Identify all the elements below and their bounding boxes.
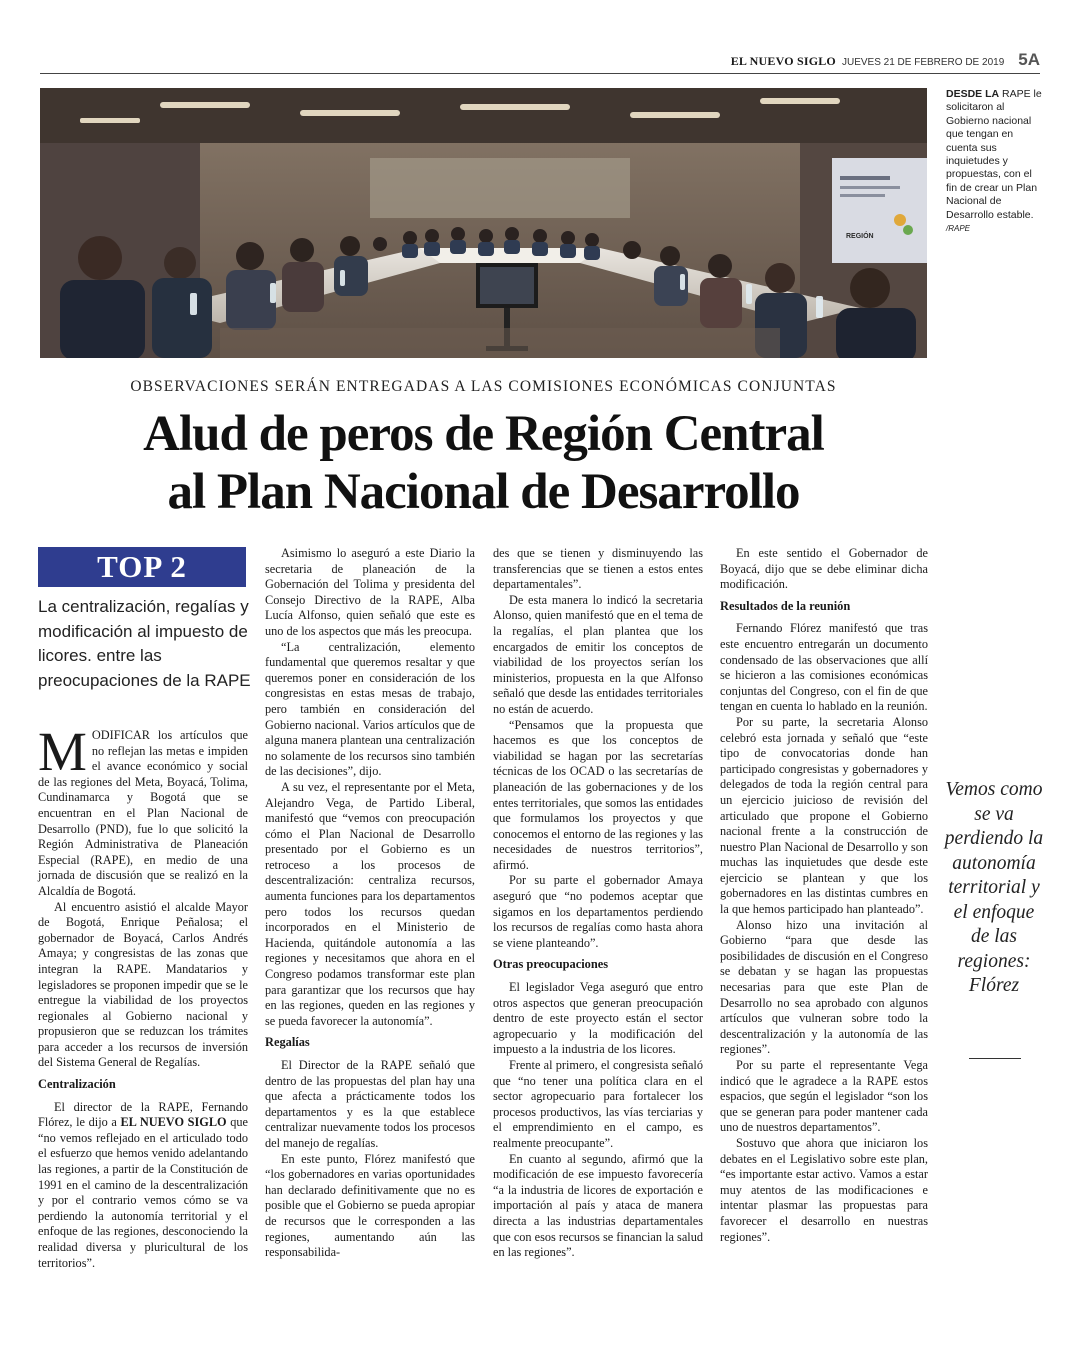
article-column-2 bbox=[265, 546, 475, 1261]
article-kicker: OBSERVACIONES SERÁN ENTREGADAS A LAS COMISIONES ECONÓMICAS CONJUNTAS bbox=[130, 378, 837, 395]
section-heading: Regalías bbox=[265, 1035, 310, 1050]
article-column-1 bbox=[38, 721, 248, 1271]
section-heading: Otras preocupaciones bbox=[493, 957, 609, 972]
newspaper-name-inline: EL NUEVO SIGLO bbox=[120, 1115, 227, 1130]
paragraph bbox=[38, 721, 248, 900]
paragraph: Por su parte el representante Vega indicó que le agradece a la RAPE estos espacios, que según el legislador “son los que se generan para poder mantener cada uno de nuestros departamentos”. bbox=[720, 1058, 928, 1135]
header-info bbox=[731, 50, 1040, 70]
paragraph: des que se tienen y disminuyendo las transferencias que se tienen a estos entes departamentales”. bbox=[493, 546, 703, 592]
top-badge: TOP 2 bbox=[38, 547, 246, 587]
photo-caption bbox=[946, 88, 1042, 235]
article-column-3 bbox=[493, 546, 703, 1261]
page-number: 5A bbox=[1018, 50, 1040, 69]
publication-date: JUEVES 21 DE FEBRERO DE 2019 bbox=[841, 57, 1005, 68]
pull-quote: Vemos como se va perdiendo la autonomía territorial y el enfoque de las regiones: Flórez bbox=[944, 779, 1044, 996]
paragraph: “Pensamos que la propuesta que hacemos es que los conceptos de viabilidad se hagan por las secretarías técnicas de los OCAD o las secretarías de planeación de las gobernaciones y de los entes territoriales, que somos las entidades que formulamos los proyectos y que conocemos el entorno de las regiones y las necesidades de nuestros territorios”, afirmó. bbox=[493, 717, 704, 872]
paragraph-text: ODIFICAR los artículos que no reflejan las metas e impiden el avance económico y social de las regiones del Meta, Boyacá, Tolima, Cundinamarca y Bogotá que se encuentran en el Plan Nacional de Desarrollo (PND), fue lo que solicitó la Región Administrativa de Planeación Especial (RAPE), en medio de una jornada de discusión que se realizó en la Alcaldía de Bogotá. bbox=[38, 728, 248, 898]
drop-cap: M bbox=[38, 721, 87, 782]
paragraph: Por su parte el gobernador Amaya aseguró que “no podemos aceptar que sigamos en los departamentos perdiendo los recursos de regalías como hasta ahora se viene planteando”. bbox=[493, 873, 703, 950]
paragraph: Frente al primero, el congresista señaló que “no tener una política clara en el sector agropecuario para fortalecer los procesos productivos, las vías terciarias y el emprendimiento en el campo, es realmente preocupante”. bbox=[493, 1058, 703, 1150]
article-headline bbox=[40, 405, 927, 521]
paragraph: Fernando Flórez manifestó que tras este encuentro entregarán un documento condensado de las observaciones que allí se hicieron a las comisiones económicas conjuntas del Congreso, con el fin de que tengan en cuenta lo hablado en la reunión. bbox=[720, 621, 928, 714]
svg-text:REGIÓN: REGIÓN bbox=[846, 233, 874, 240]
paragraph: Alonso hizo una invitación al Gobierno “para que desde las posibilidades de discusión en el Congreso se debatan y se hagan las propuestas necesarias para que este Plan de Desarrollo no sea aprobado con algunos artículos que vulneran sobre todo la descentralización y la autonomía de las regiones”. bbox=[720, 917, 928, 1057]
paragraph: Al encuentro asistió el alcalde Mayor de Bogotá, Enrique Peñalosa; el gobernador de Boyacá, Carlos Andrés Amaya; y congresistas de las zonas que integran la RAPE. Mandatarios y legisladores se proponen impedir que se le entregue la viabilidad de los proyectos regionales al Gobierno nacional y propusieron que se reduzcan los trámites para acceder a los recursos de inversión del Sistema General de Regalías. bbox=[38, 899, 248, 1070]
paragraph: Por su parte, la secretaria Alonso celebró esta jornada y señaló que “este tipo de convocatorias donde han participado congresistas y gobernadores y delegados de toda la región central para un ejercicio juicioso de revisión del articulado que propone el Gobierno nacional frente a la construcción de nuestro Plan Nacional de Desarrollo y son muchas las inquietudes que desde este ejercicio se plantean y que los gobernadores en las distintas cumbres en la que hemos participado han planteado”. bbox=[720, 714, 928, 917]
newspaper-name: EL NUEVO SIGLO bbox=[730, 54, 836, 68]
paragraph: En este punto, Flórez manifestó que “los gobernadores en varias oportunidades han declarado definitivamente que no es posible que el Gobierno se pueda apropiar de recursos que le corresponden a las regiones, aumentando aún las responsabilida- bbox=[265, 1151, 475, 1260]
section-heading: Centralización bbox=[38, 1077, 116, 1092]
paragraph: Asimismo lo aseguró a este Diario la secretaria de planeación de la Gobernación del Tolima y presidenta del Consejo Directivo de la RAPE, Alba Lucía Alfonso, quien señaló que este es uno de los aspectos que más les preocupa. bbox=[265, 546, 475, 638]
paragraph: En este sentido el Gobernador de Boyacá, dijo que se debe eliminar dicha modificación. bbox=[720, 546, 928, 592]
paragraph: El Director de la RAPE señaló que dentro de las propuestas del plan hay una que afecta a prácticamente todos los departamentos y es la que establece centralizar nuevamente todos los procesos del manejo de regalías. bbox=[265, 1058, 475, 1150]
paragraph bbox=[38, 1100, 248, 1272]
paragraph: “La centralización, elemento fundamental que queremos resaltar y que queremos poner en consideración de los congresistas en estas mesas de trabajo, pero también en consideración del Gobierno nacional. Varios artículos que de alguna manera plantean una centralización no solamente de los recursos sino también de las decisiones”, dijo. bbox=[265, 639, 475, 779]
paragraph: Sostuvo que ahora que iniciaron los debates en el Legislativo sobre este plan, “es importante estar activo. Vamos a estar muy atentos de las modificaciones e intentar plasmar las propuestas para favorecer el desarrollo en nuestras regiones”. bbox=[720, 1135, 928, 1244]
paragraph: De esta manera lo indicó la secretaria Alonso, quien manifestó que en el tema de la regalías, el plan plantea que los encargados de emitir los conceptos de viabilidad de los proyectos serían los ministerios, propuesta en la que Alfonso señaló que desde las entidades territoriales no están de acuerdo. bbox=[493, 592, 703, 716]
pull-quote-rule bbox=[969, 1058, 1021, 1059]
caption-text: RAPE le solicitaron al Gobierno nacional que tengan en cuenta sus inquietudes y propuestas, con el fin de crear un Plan Nacional de Desarrollo estable. bbox=[946, 88, 1042, 221]
meeting-photo-illustration bbox=[40, 88, 927, 358]
paragraph: El legislador Vega aseguró que entro otros aspectos que generan preocupación dentro de este proyecto están el sector agropecuario y la modificación del impuesto a la industria de los licores. bbox=[493, 980, 703, 1057]
meeting-photo bbox=[40, 88, 927, 358]
photo-credit: /RAPE bbox=[946, 224, 971, 234]
paragraph: A su vez, el representante por el Meta, Alejandro Vega, de Partido Liberal, manifestó que “vemos con preocupación cómo el Plan Nacional de Desarrollo presentado por el Gobierno es un retroceso a los procesos de descentralización: centraliza recursos, aumenta funciones para los departamentos pero todos los recursos quedan incorporados en el Ministerio de Hacienda, quitándole autonomía a las regiones y necesitamos que ahora en el Congreso podamos transformar este plan para garantizar que los recursos que hay en las regiones, queden en las regiones y se pueda favorecer la autonomía”. bbox=[265, 779, 475, 1028]
page-header bbox=[40, 50, 1040, 74]
paragraph-text: que “no vemos reflejado en el articulado todo el esfuerzo que hemos venido adelantando las regiones, a partir de la Constitución de 1991 en el camino de la descentralización y por el contrario vemos cómo se va perdiendo la autonomía territorial y el enfoque de las regiones, desconociendo la realidad diversa y pluricultural de los territorios”. bbox=[38, 1115, 248, 1270]
section-heading: Resultados de la reunión bbox=[720, 598, 851, 613]
headline-line-1: Alud de peros de Región Central bbox=[143, 406, 824, 462]
headline-line-2: al Plan Nacional de Desarrollo bbox=[167, 464, 800, 520]
paragraph-text: El director de la RAPE, Fernando Flórez, le dijo a bbox=[38, 1099, 248, 1130]
caption-lead: DESDE LA bbox=[946, 88, 1000, 100]
paragraph: En cuanto al segundo, afirmó que la modificación de ese impuesto favorecería “a la industria de licores de exportación e importación al país y ataca de manera directa a las industrias departamentales que con esos recursos se financian la salud en las regiones”. bbox=[493, 1151, 704, 1260]
top-summary: La centralización, regalías y modificación al impuesto de licores. entre las preocupaciones de la RAPE bbox=[38, 597, 251, 690]
article-column-4 bbox=[720, 546, 928, 1245]
